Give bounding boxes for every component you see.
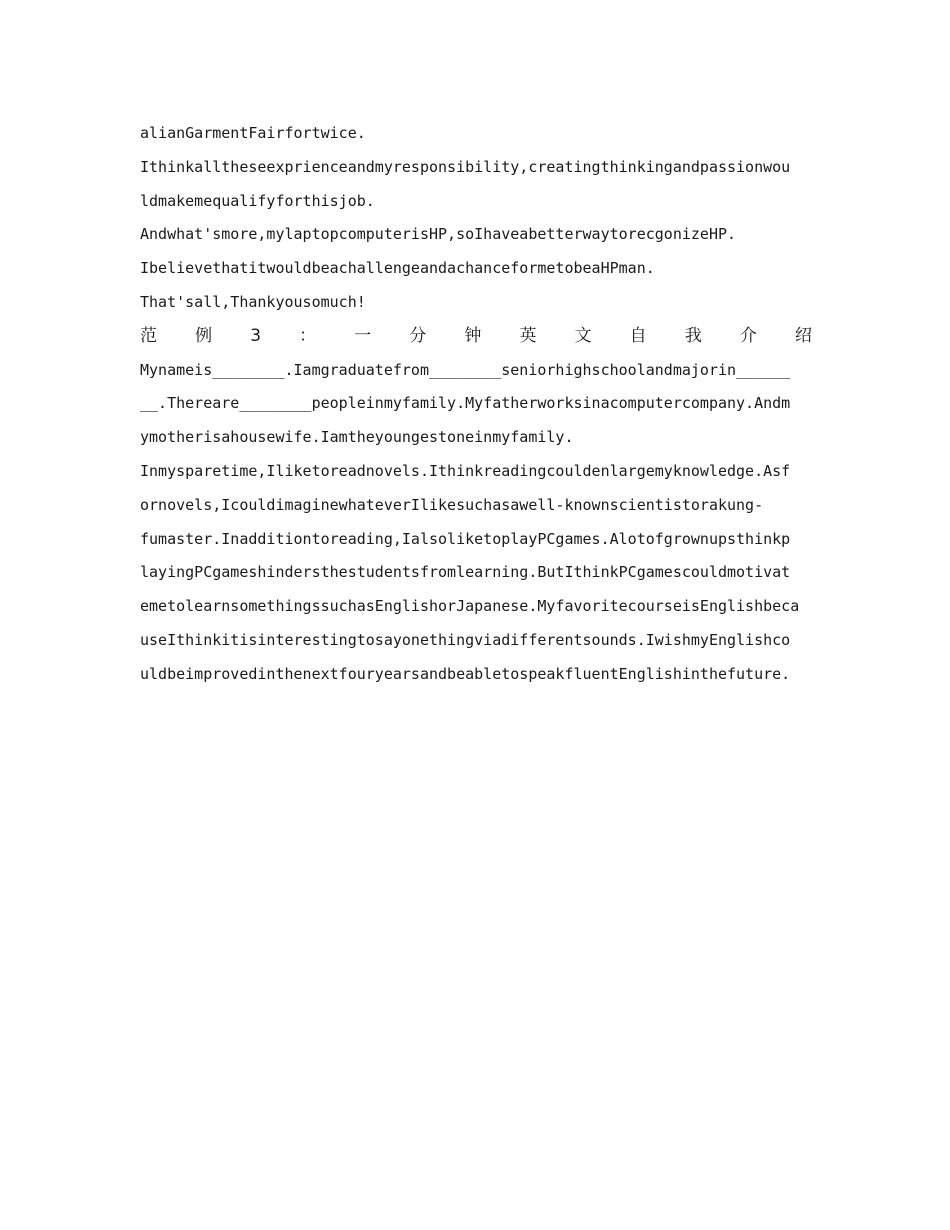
heading-char: 钟 — [464, 325, 482, 346]
text-line: uldbeimprovedinthenextfouryearsandbeabletospeakfluentEnglishinthefuture. — [140, 664, 791, 683]
text-line: Andwhat'smore,mylaptopcomputerisHP,soIhaveabetterwaytorecgonizeHP. — [140, 225, 737, 244]
heading-char: 分 — [409, 325, 427, 346]
heading-char: 文 — [574, 325, 592, 346]
text-line: Inmysparetime,Iliketoreadnovels.Ithinkreadingcouldenlargemyknowledge.Asf — [140, 461, 791, 480]
text-line: ymotherisahousewife.Iamtheyoungestoneinmyfamily. — [140, 428, 574, 447]
text-line: useIthinkitisinterestingtosayonethingviadifferentsounds.IwishmyEnglishco — [140, 630, 791, 649]
text-line: ldmakemequalifyforthisjob. — [140, 191, 375, 210]
text-line: Mynameis________.Iamgraduatefrom________seniorhighschoolandmajorin______ — [140, 360, 791, 379]
heading-char: 例 — [195, 325, 213, 346]
text-line: ornovels,IcouldimaginewhateverIlikesuchasawell-knownscientistorakung- — [140, 495, 764, 514]
text-line: IbelievethatitwouldbeachallengeandachanceformetobeaHPman. — [140, 259, 655, 278]
heading-char: ： — [299, 325, 317, 346]
heading-char: 我 — [684, 325, 702, 346]
text-line: alianGarmentFairfortwice. — [140, 124, 366, 142]
text-line: Ithinkalltheseexprienceandmyresponsibility,creatingthinkingandpassionwou — [140, 157, 791, 176]
section-heading — [140, 320, 812, 354]
text-line: That'sall,Thankyousomuch! — [140, 292, 366, 311]
heading-char: 自 — [629, 325, 647, 346]
heading-char: 介 — [739, 325, 757, 346]
heading-char: 英 — [519, 325, 537, 346]
heading-char: 绍 — [794, 325, 812, 346]
text-line: __.Thereare________peopleinmyfamily.Myfatherworksinacomputercompany.Andm — [140, 394, 791, 413]
text-line: emetolearnsomethingssuchasEnglishorJapanese.MyfavoritecourseisEnglishbeca — [140, 597, 800, 616]
heading-char: 范 — [140, 325, 157, 346]
heading-char: 3 — [250, 325, 262, 346]
text-line: layingPCgameshindersthestudentsfromlearning.ButIthinkPCgamescouldmotivat — [140, 563, 791, 582]
heading-char: 一 — [354, 325, 372, 346]
document-body — [140, 117, 812, 692]
text-line: fumaster.Inadditiontoreading,IalsoliketoplayPCgames.Alotofgrownupsthinkp — [140, 529, 791, 548]
